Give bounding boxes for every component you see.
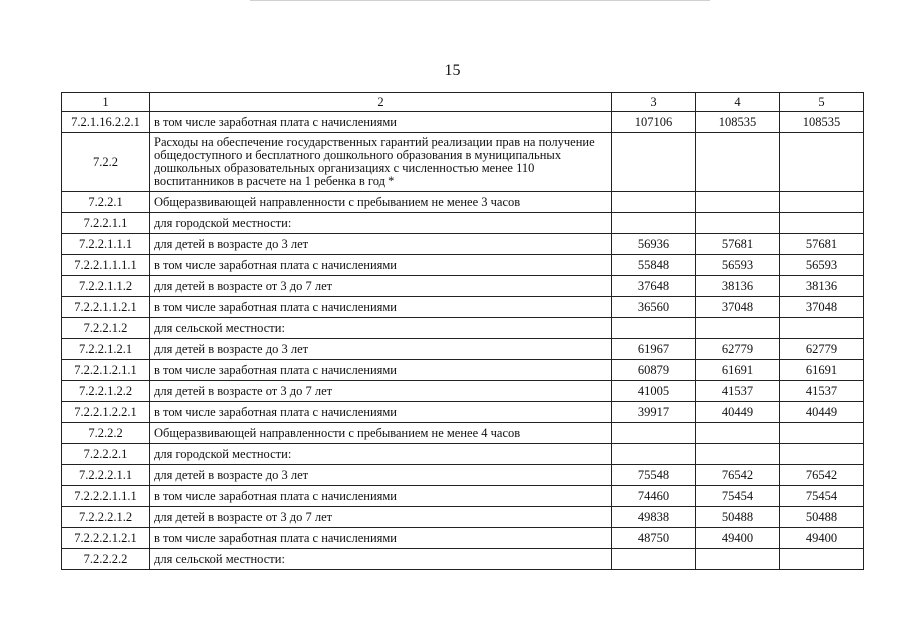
code-cell: 7.2.2.2 [62, 423, 150, 444]
table-row [62, 549, 864, 570]
value-cell-col3: 61967 [612, 339, 696, 360]
value-cell-col3 [612, 444, 696, 465]
code-cell: 7.2.2.2.2 [62, 549, 150, 570]
description-cell: Общеразвивающей направленности с пребыванием не менее 3 часов [150, 192, 612, 213]
description-cell: для детей в возрасте от 3 до 7 лет [150, 381, 612, 402]
value-cell-col4 [696, 133, 780, 192]
table-row [62, 486, 864, 507]
value-cell-col5: 56593 [780, 255, 864, 276]
code-cell: 7.2.2 [62, 133, 150, 192]
description-cell: в том числе заработная плата с начислениями [150, 112, 612, 133]
value-cell-col5 [780, 318, 864, 339]
value-cell-col3: 48750 [612, 528, 696, 549]
description-cell: для сельской местности: [150, 549, 612, 570]
description-cell: для детей в возрасте до 3 лет [150, 234, 612, 255]
value-cell-col3: 55848 [612, 255, 696, 276]
value-cell-col4 [696, 444, 780, 465]
value-cell-col4 [696, 318, 780, 339]
value-cell-col4: 50488 [696, 507, 780, 528]
header-cell-col1: 1 [62, 93, 150, 112]
code-cell: 7.2.2.1.1 [62, 213, 150, 234]
value-cell-col5: 49400 [780, 528, 864, 549]
value-cell-col4: 62779 [696, 339, 780, 360]
code-cell: 7.2.2.1.1.1.1 [62, 255, 150, 276]
description-cell: в том числе заработная плата с начислениями [150, 486, 612, 507]
value-cell-col5: 62779 [780, 339, 864, 360]
description-cell: для сельской местности: [150, 318, 612, 339]
code-cell: 7.2.2.1.2.2.1 [62, 402, 150, 423]
value-cell-col3: 60879 [612, 360, 696, 381]
value-cell-col4: 61691 [696, 360, 780, 381]
value-cell-col3: 107106 [612, 112, 696, 133]
value-cell-col4: 108535 [696, 112, 780, 133]
description-cell: в том числе заработная плата с начислениями [150, 297, 612, 318]
description-cell: в том числе заработная плата с начислениями [150, 255, 612, 276]
table-row [62, 423, 864, 444]
table-row [62, 213, 864, 234]
value-cell-col4: 76542 [696, 465, 780, 486]
value-cell-col5: 75454 [780, 486, 864, 507]
description-cell: в том числе заработная плата с начислениями [150, 528, 612, 549]
table-row [62, 234, 864, 255]
value-cell-col5 [780, 423, 864, 444]
code-cell: 7.2.2.1 [62, 192, 150, 213]
table-row [62, 381, 864, 402]
code-cell: 7.2.2.1.2.1 [62, 339, 150, 360]
table-row [62, 465, 864, 486]
description-cell: для детей в возрасте от 3 до 7 лет [150, 276, 612, 297]
value-cell-col4: 40449 [696, 402, 780, 423]
page-top-edge [250, 0, 710, 1]
value-cell-col3: 36560 [612, 297, 696, 318]
value-cell-col4: 37048 [696, 297, 780, 318]
description-cell: для детей в возрасте до 3 лет [150, 465, 612, 486]
value-cell-col4: 56593 [696, 255, 780, 276]
description-cell: для детей в возрасте от 3 до 7 лет [150, 507, 612, 528]
table-row [62, 192, 864, 213]
value-cell-col5 [780, 192, 864, 213]
description-cell: для городской местности: [150, 444, 612, 465]
value-cell-col4 [696, 213, 780, 234]
value-cell-col3 [612, 423, 696, 444]
code-cell: 7.2.2.2.1 [62, 444, 150, 465]
table-header-row [62, 93, 864, 112]
value-cell-col3 [612, 318, 696, 339]
header-cell-col5: 5 [780, 93, 864, 112]
value-cell-col5: 57681 [780, 234, 864, 255]
value-cell-col5 [780, 213, 864, 234]
value-cell-col3: 56936 [612, 234, 696, 255]
code-cell: 7.2.2.2.1.2.1 [62, 528, 150, 549]
table-row [62, 507, 864, 528]
table-row [62, 402, 864, 423]
table-row [62, 444, 864, 465]
budget-table [61, 92, 864, 570]
header-cell-col2: 2 [150, 93, 612, 112]
value-cell-col4: 41537 [696, 381, 780, 402]
value-cell-col3: 37648 [612, 276, 696, 297]
code-cell: 7.2.2.1.1.2 [62, 276, 150, 297]
description-cell: в том числе заработная плата с начислениями [150, 360, 612, 381]
code-cell: 7.2.2.1.1.2.1 [62, 297, 150, 318]
value-cell-col4 [696, 549, 780, 570]
value-cell-col5 [780, 549, 864, 570]
value-cell-col4: 75454 [696, 486, 780, 507]
code-cell: 7.2.2.1.2.1.1 [62, 360, 150, 381]
description-cell: для городской местности: [150, 213, 612, 234]
value-cell-col4: 38136 [696, 276, 780, 297]
table-row [62, 318, 864, 339]
description-cell: Расходы на обеспечение государственных гарантий реализации прав на получение общедоступного и бесплатного дошкольного образования в муниципальных дошкольных образовательных организациях с численностью менее 110 воспитанников в расчете на 1 ребенка в год * [150, 133, 612, 192]
value-cell-col4: 57681 [696, 234, 780, 255]
value-cell-col3: 41005 [612, 381, 696, 402]
table-row [62, 112, 864, 133]
table-row [62, 360, 864, 381]
value-cell-col5: 38136 [780, 276, 864, 297]
code-cell: 7.2.2.1.2.2 [62, 381, 150, 402]
description-cell: в том числе заработная плата с начислениями [150, 402, 612, 423]
value-cell-col5: 50488 [780, 507, 864, 528]
value-cell-col5 [780, 444, 864, 465]
header-cell-col3: 3 [612, 93, 696, 112]
code-cell: 7.2.2.1.2 [62, 318, 150, 339]
value-cell-col3: 74460 [612, 486, 696, 507]
value-cell-col5: 37048 [780, 297, 864, 318]
table-row [62, 339, 864, 360]
value-cell-col5: 76542 [780, 465, 864, 486]
value-cell-col4: 49400 [696, 528, 780, 549]
table-row [62, 276, 864, 297]
table-row [62, 255, 864, 276]
page-number: 15 [444, 62, 461, 79]
value-cell-col3: 49838 [612, 507, 696, 528]
header-cell-col4: 4 [696, 93, 780, 112]
value-cell-col3 [612, 192, 696, 213]
value-cell-col5: 41537 [780, 381, 864, 402]
table-row [62, 528, 864, 549]
code-cell: 7.2.2.1.1.1 [62, 234, 150, 255]
value-cell-col4 [696, 423, 780, 444]
value-cell-col5: 40449 [780, 402, 864, 423]
code-cell: 7.2.2.2.1.1.1 [62, 486, 150, 507]
code-cell: 7.2.1.16.2.2.1 [62, 112, 150, 133]
code-cell: 7.2.2.2.1.2 [62, 507, 150, 528]
table-row [62, 133, 864, 192]
value-cell-col3 [612, 549, 696, 570]
table-row [62, 297, 864, 318]
table-body [62, 93, 864, 570]
value-cell-col3 [612, 213, 696, 234]
value-cell-col3: 39917 [612, 402, 696, 423]
value-cell-col5: 61691 [780, 360, 864, 381]
description-cell: Общеразвивающей направленности с пребыванием не менее 4 часов [150, 423, 612, 444]
value-cell-col3 [612, 133, 696, 192]
description-cell: для детей в возрасте до 3 лет [150, 339, 612, 360]
value-cell-col4 [696, 192, 780, 213]
code-cell: 7.2.2.2.1.1 [62, 465, 150, 486]
value-cell-col3: 75548 [612, 465, 696, 486]
value-cell-col5 [780, 133, 864, 192]
value-cell-col5: 108535 [780, 112, 864, 133]
